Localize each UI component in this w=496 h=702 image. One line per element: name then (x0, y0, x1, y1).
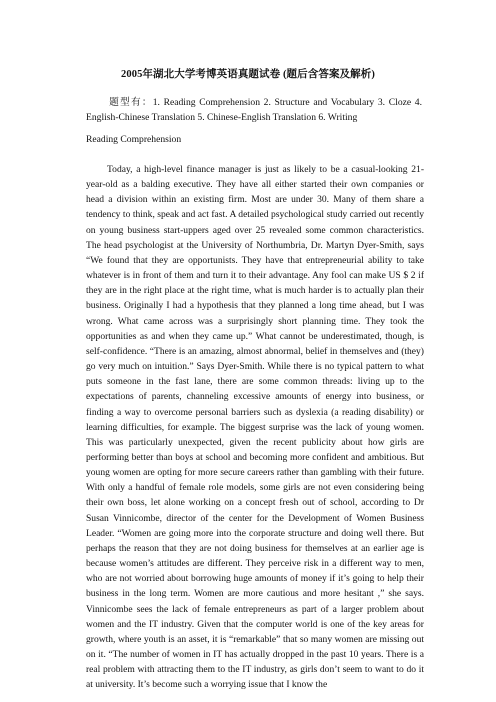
question-types (86, 95, 422, 125)
question-types-text: 题型有：1. Reading Comprehension 2. Structure and Vocabulary 3. Cloze 4. English-Chinese Translation 5. Chinese-English Translation 6. Writing (86, 97, 422, 123)
passage (86, 162, 424, 702)
passage-text: Today, a high-level finance manager is just as likely to be a casual-looking 21-year-old as a balding executive. They have all either started their own companies or head a division within an existing firm. Most are under 30. Many of them share a tendency to think, speak and act fast. A detailed psychological study carried out recently on young business start-uppers aged over 25 revealed some common characteristics. The head psychologist at the University of Northumbria, Dr. Martyn Dyer-Smith, says “We found that they are opportunists. They have that entrepreneurial ability to take whatever is in front of them and turn it to their advantage. Any fool can make US $ 2 if they are in the right place at the right time, what is much harder is to actually plan their business. Originally I had a hypothesis that they planned a long time ahead, but I was wrong. What came across was a surprisingly short planning time. They took the opportunities as and when they came up.” What cannot be underestimated, though, is self-confidence. “There is an amazing, almost abnormal, belief in themselves and (they) go very much on intuition.” Says Dyer-Smith. While there is no typical pattern to what puts someone in the fast lane, there are some common threads: living up to the expectations of parents, channeling excessive amounts of energy into business, or finding a way to overcome personal barriers such as dyslexia (a reading disability) or learning difficulties, for example. The biggest surprise was the lack of young women. This was particularly unexpected, given the recent publicity about how girls are performing better than boys at school and becoming more confident and ambitious. But young women are opting for more secure careers rather than gambling with their future. With only a handful of female role models, some girls are not even considering being their own boss, let alone working on a concept fresh out of school, according to Dr Susan Vinnicombe, director of the center for the Development of Women Business Leader. “Women are going more into the corporate structure and doing well there. But perhaps the reason that they are not doing business for themselves at an earlier age is because women’s attitudes are different. They perceive risk in a different way to men, who are not worried about borrowing huge amounts of money if it’s going to help their business in the long term. Women are more cautious and more hesitant ,” she says. Vinnicombe sees the lack of female entrepreneurs as part of a larger problem about women and the IT industry. Given that the computer world is one of the key areas for growth, where youth is an asset, it is “remarkable” that so many women are missing out on it. “The number of women in IT has actually dropped in the past 10 years. There is a real problem with attracting them to the IT industry, as girls don’t seem to want to do it at university. It’s become such a worrying issue that I know the (86, 164, 424, 691)
document-title: 2005年湖北大学考博英语真题试卷 (题后含答案及解析) (121, 69, 375, 80)
section-heading: Reading Comprehension (86, 134, 182, 145)
